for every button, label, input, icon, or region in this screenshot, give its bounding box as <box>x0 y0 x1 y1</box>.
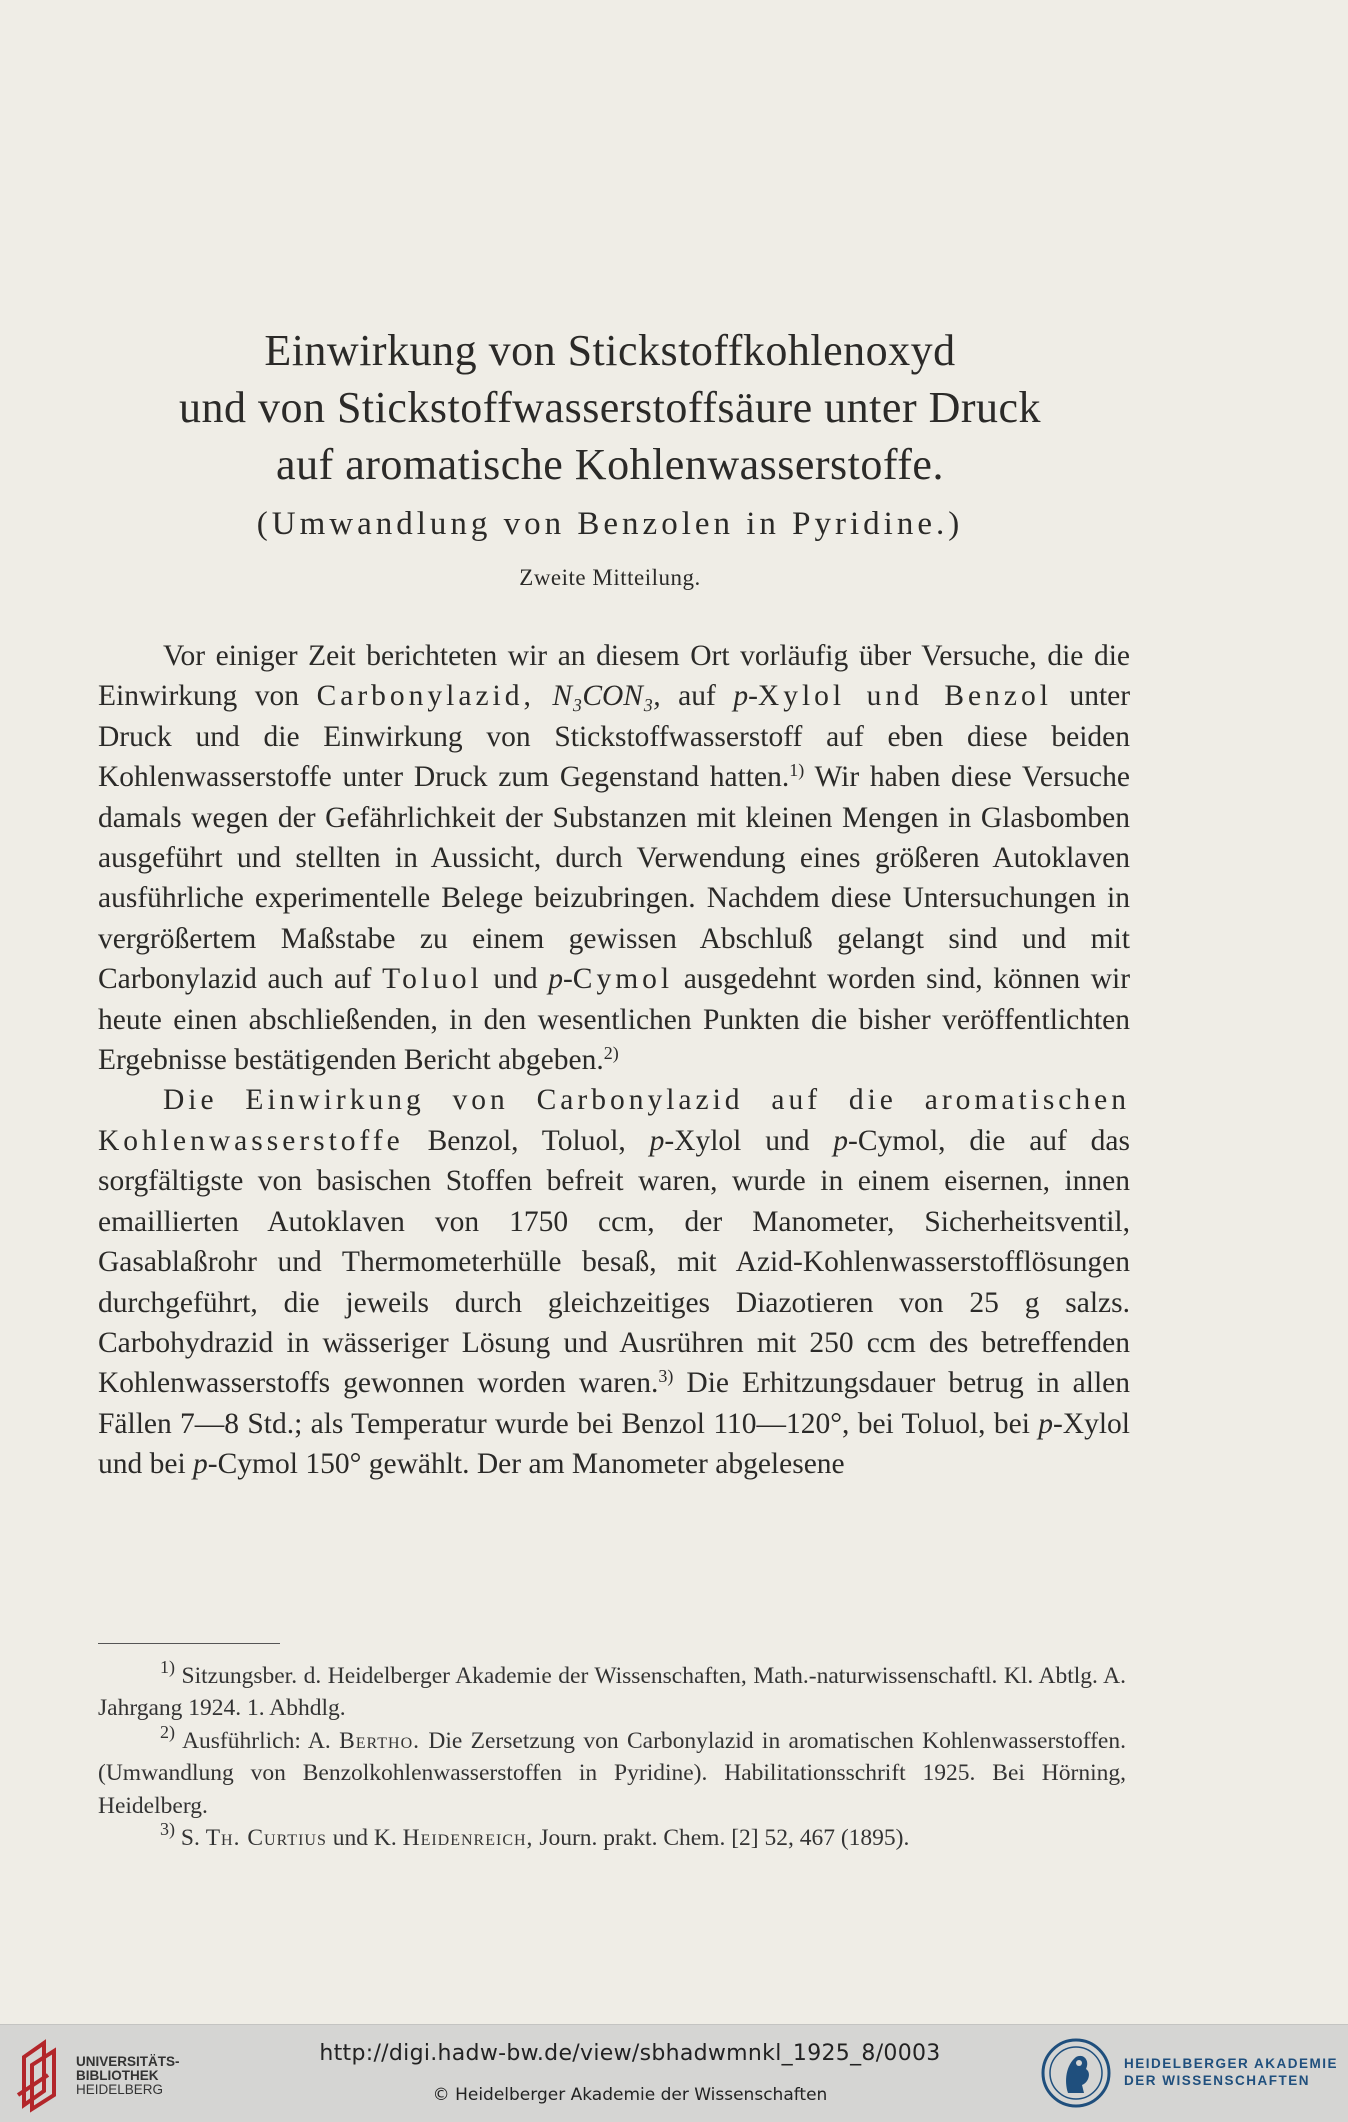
footnote-3 <box>98 1819 1126 1854</box>
footnote-text: S. <box>180 1825 200 1852</box>
para-prefix: p- <box>548 963 573 996</box>
para-prefix: p- <box>833 1124 858 1157</box>
footnote-ref: 1) <box>789 760 805 781</box>
spaced-term: Carbonylazid, <box>316 680 535 713</box>
body-text <box>98 636 1130 1485</box>
ub-line-2: BIBLIOTHEK <box>76 2068 159 2083</box>
spaced-term: Toluol <box>382 963 483 996</box>
text-run: unter Druck und die Einwirkung von Stickstoffwasserstoff auf eben diese beiden Kohlenwasserstoffe unter Druck zum Gegenstand hatten. <box>98 680 1131 794</box>
text-run: Vor einiger Zeit berichteten wir an diesem Ort vorläufig über Versuche, die die Einwirkung von <box>98 640 1130 713</box>
permalink-url[interactable]: http://digi.hadw-bw.de/view/sbhadwmnkl_1925_8/0003 <box>319 2041 941 2066</box>
footnote-text: Sitzungsber. d. Heidelberger Akademie der Wissenschaften, Math.-naturwissenschaftl. Kl. Abtlg. A. Jahrgang 1924. 1. Abhdlg. <box>98 1663 1127 1722</box>
academy-line-2: DER WISSENSCHAFTEN <box>1124 2073 1311 2088</box>
author-name: Heidenreich, <box>402 1825 534 1852</box>
academy-name <box>1124 2055 1338 2089</box>
ub-line-1: UNIVERSITÄTS- <box>76 2054 180 2069</box>
footnote-divider <box>98 1643 280 1644</box>
para-prefix: p- <box>1038 1407 1063 1440</box>
para-prefix: p- <box>649 1124 675 1157</box>
footnote-mark: 2) <box>160 1721 175 1742</box>
title-line-2: und von Stickstoffwasserstoffsäure unter Druck <box>178 383 1042 432</box>
footnote-mark: 3) <box>160 1819 175 1840</box>
footnote-1 <box>98 1657 1127 1725</box>
footnote-ref: 3) <box>658 1366 674 1387</box>
spaced-term: Cymol <box>572 963 674 996</box>
university-library-logo-icon[interactable] <box>14 2035 66 2113</box>
para-prefix: p- <box>193 1448 218 1481</box>
text-run: ausgedehnt worden sind, können wir heute einen abschließenden, in den wesentlichen Punkten die bisher veröffentlichten Ergebnisse bestätigenden Bericht abgeben. <box>98 963 1131 1077</box>
footnote-ref: 2) <box>603 1043 619 1064</box>
spaced-term: Die Einwirkung von Carbonylazid auf die aromatischen Kohlenwasserstoffe <box>98 1084 1130 1157</box>
footnote-text: Die Zersetzung von Carbonylazid in aromatischen Kohlenwasserstoffen. (Umwandlung von Benzolkohlenwasserstoffen in Pyridine). Habilitationsschrift 1925. Bei Hörning, Heidelberg. <box>98 1727 1126 1819</box>
title-block <box>0 322 1220 593</box>
author-name: Th. Curtius <box>205 1825 327 1852</box>
title-line-1: Einwirkung von Stickstoffkohlenoxyd <box>264 326 956 375</box>
footnotes <box>98 1657 1127 1854</box>
part-label: Zweite Mitteilung. <box>519 565 701 590</box>
para-prefix: p- <box>733 680 758 713</box>
ub-line-3: HEIDELBERG <box>76 2082 164 2097</box>
text-run: Wir haben diese Versuche damals wegen der Gefährlichkeit der Substanzen mit kleinen Mengen in Glasbomben ausgeführt und stellten in Aussicht, durch Verwendung eines größeren Autoklaven ausführliche experimentelle Belege beizubringen. Nachdem diese Untersuchungen in vergrößertem Maßstabe zu einem gewissen Abschluß gelangt sind und mit Carbonylazid auch auf <box>98 761 1130 996</box>
author-name: Bertho. <box>339 1727 421 1754</box>
title-line-3: auf aromatische Kohlenwasserstoffe. <box>276 440 944 489</box>
formula: N₃CON₃, <box>552 680 661 713</box>
text-run: Benzol, Toluol, <box>427 1124 626 1157</box>
text-run: und <box>765 1124 810 1157</box>
paragraph-1 <box>98 636 1130 1080</box>
text-run: Xylol <box>674 1124 742 1157</box>
university-library-name <box>76 2055 180 2097</box>
text-run: Die Erhitzungsdauer betrug in allen Fällen 7—8 Std.; als Temperatur wurde bei Benzol 110—120°, bei Toluol, bei <box>98 1367 1131 1440</box>
text-run: und <box>493 963 538 996</box>
footnote-text: und K. <box>332 1825 397 1852</box>
footnote-text: Ausführlich: A. <box>182 1727 331 1754</box>
academy-line-1: HEIDELBERGER AKADEMIE <box>1124 2056 1339 2071</box>
viewer-footer-bar <box>0 2024 1348 2122</box>
text-run: Xylol und bei <box>98 1407 1130 1481</box>
footnote-mark: 1) <box>160 1657 175 1677</box>
spaced-term: Xylol und Benzol <box>757 680 1052 713</box>
paragraph-2 <box>98 1080 1130 1484</box>
footnote-text: Journ. prakt. Chem. [2] 52, 467 (1895). <box>539 1825 910 1852</box>
text-run: Cymol, <box>857 1124 946 1157</box>
text-run: Cymol 150° gewählt. Der am Manometer abgelesene <box>217 1448 845 1481</box>
text-run: die auf das sorgfältigste von basischen Stoffen befreit waren, wurde in einem eisernen, innen emaillierten Autoklaven von 1750 ccm, der Manometer, Sicherheitsventil, Gasablaßrohr und Thermometerhülle besaß, mit Azid-Kohlenwasserstofflösungen durchgeführt, die jeweils durch gleichzeitiges Diazotieren von 25 g salzs. Carbohydrazid in wässeriger Lösung und Ausrühren mit 250 ccm des betreffenden Kohlenwasserstoffs gewonnen worden waren. <box>98 1124 1130 1400</box>
academy-seal-icon[interactable] <box>1040 2035 1112 2111</box>
footnote-2 <box>98 1721 1126 1822</box>
subtitle: (Umwandlung von Benzolen in Pyridine.) <box>256 506 964 542</box>
text-run: auf <box>678 680 716 713</box>
copyright-notice: © Heidelberger Akademie der Wissenschaften <box>432 2085 828 2105</box>
